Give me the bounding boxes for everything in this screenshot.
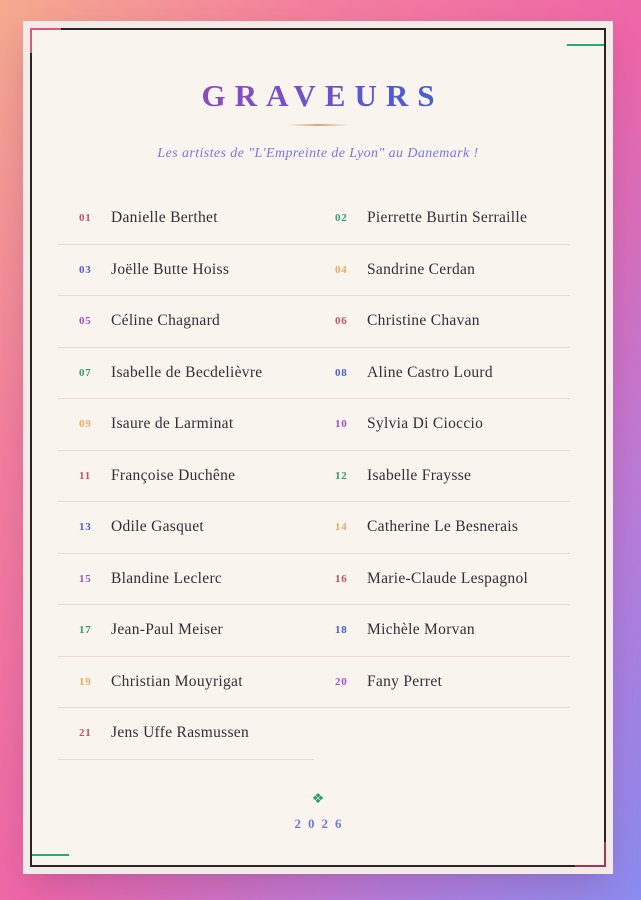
artist-number: 14	[335, 521, 348, 534]
corner-accent-top-left-vertical	[30, 28, 32, 53]
edge-accent-top-right	[567, 44, 604, 46]
list-item	[314, 399, 570, 451]
list-item	[314, 554, 570, 606]
artist-name: Marie-Claude Lespagnol	[367, 569, 529, 587]
artist-name: Pierrette Burtin Serraille	[367, 209, 528, 227]
artist-list	[58, 193, 570, 760]
list-item	[58, 193, 314, 245]
artist-number: 16	[335, 572, 348, 585]
list-item	[314, 605, 570, 657]
artist-name: Isabelle Fraysse	[367, 466, 472, 484]
list-item	[314, 245, 570, 297]
artist-number: 03	[79, 263, 92, 276]
title-divider	[287, 124, 349, 126]
list-item	[58, 657, 314, 709]
list-item	[58, 708, 314, 760]
artist-name: Fany Perret	[367, 672, 443, 690]
corner-accent-bottom-right-vertical	[604, 842, 606, 867]
footer	[32, 790, 604, 832]
artist-name: Isabelle de Becdelièvre	[111, 363, 263, 381]
page-title: GRAVEURS	[32, 78, 604, 114]
artist-number: 02	[335, 212, 348, 225]
list-item	[58, 296, 314, 348]
list-item	[58, 245, 314, 297]
artist-name: Isaure de Larminat	[111, 415, 234, 433]
artist-number: 12	[335, 469, 348, 482]
artist-number: 21	[79, 727, 92, 740]
list-item	[314, 296, 570, 348]
artist-name: Michèle Morvan	[367, 621, 475, 639]
artist-name: Odile Gasquet	[111, 518, 205, 536]
artist-number: 01	[79, 212, 92, 225]
artist-name: Sandrine Cerdan	[367, 260, 476, 278]
diamond-icon: ❖	[311, 791, 325, 807]
list-item	[58, 554, 314, 606]
artist-name: Danielle Berthet	[111, 209, 218, 227]
artist-number: 20	[335, 675, 348, 688]
artist-number: 05	[79, 315, 92, 328]
artist-number: 08	[335, 366, 348, 379]
list-item	[58, 451, 314, 503]
artist-name: Christian Mouyrigat	[111, 672, 243, 690]
artist-number: 18	[335, 624, 348, 637]
list-item	[58, 399, 314, 451]
artist-number: 15	[79, 572, 92, 585]
list-item	[314, 193, 570, 245]
list-item	[314, 451, 570, 503]
artist-number: 07	[79, 366, 92, 379]
list-item	[314, 502, 570, 554]
artist-name: Jens Uffe Rasmussen	[111, 724, 250, 742]
artist-name: Françoise Duchêne	[111, 466, 236, 484]
artist-number: 04	[335, 263, 348, 276]
corner-accent-top-left-horizontal	[30, 28, 61, 30]
list-item	[314, 348, 570, 400]
year-label: 2026	[294, 815, 349, 831]
artist-name: Catherine Le Besnerais	[367, 518, 519, 536]
artist-name: Aline Castro Lourd	[367, 363, 493, 381]
subtitle: Les artistes de "L'Empreinte de Lyon" au Danemark !	[157, 146, 479, 161]
list-item	[58, 502, 314, 554]
artist-name: Jean-Paul Meiser	[111, 621, 223, 639]
artist-name: Céline Chagnard	[111, 312, 221, 330]
artist-number: 19	[79, 675, 92, 688]
artist-name: Joëlle Butte Hoiss	[111, 260, 230, 278]
artist-name: Christine Chavan	[367, 312, 480, 330]
artist-number: 09	[79, 418, 92, 431]
artist-number: 17	[79, 624, 92, 637]
artist-number: 06	[335, 315, 348, 328]
artist-number: 10	[335, 418, 348, 431]
artist-name: Blandine Leclerc	[111, 569, 223, 587]
artist-number: 13	[79, 521, 92, 534]
poster-card	[30, 28, 606, 867]
list-item	[314, 657, 570, 709]
list-item	[58, 605, 314, 657]
edge-accent-bottom-left	[32, 854, 69, 856]
corner-accent-bottom-right-horizontal	[575, 865, 606, 867]
list-item	[58, 348, 314, 400]
artist-name: Sylvia Di Cioccio	[367, 415, 484, 433]
artist-number: 11	[79, 469, 91, 482]
